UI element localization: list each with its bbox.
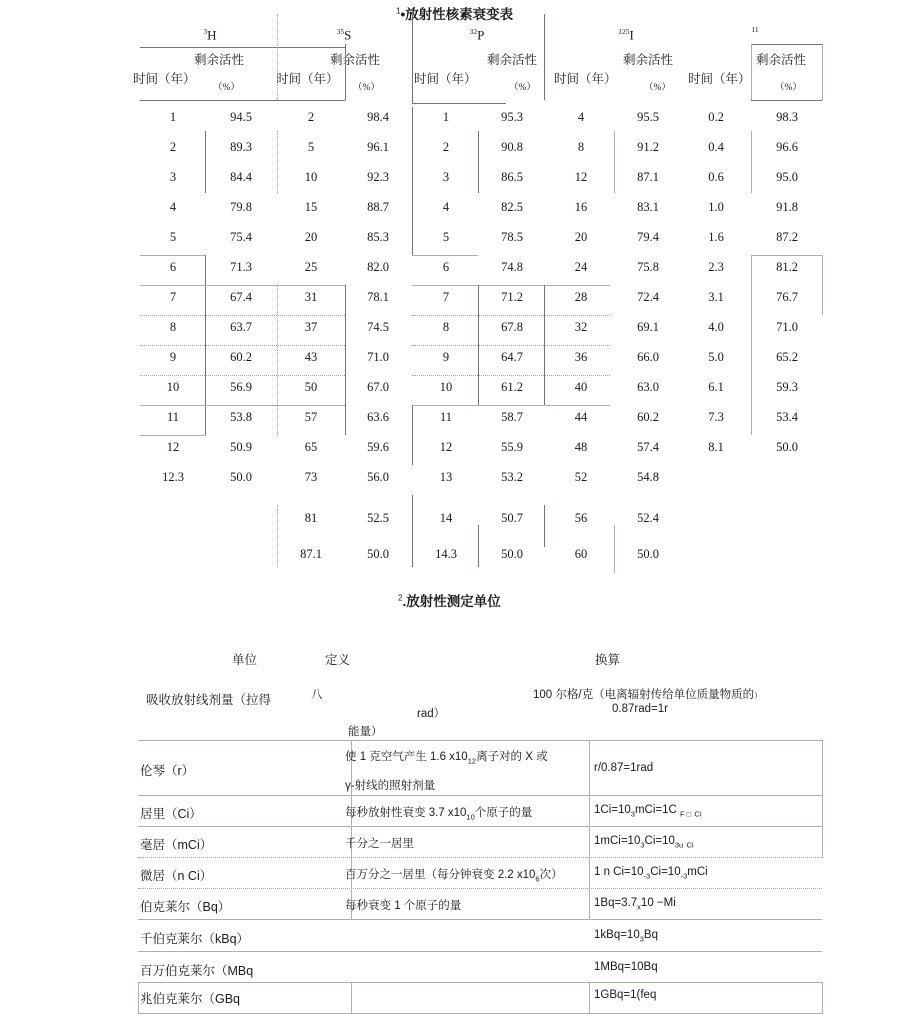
table-cell: 4 xyxy=(442,200,450,214)
table-cell: 64.7 xyxy=(501,350,523,364)
table-cell: 76.7 xyxy=(776,290,798,304)
header-time-3H: 时间（年） xyxy=(133,72,196,86)
table-cell: 53.8 xyxy=(230,410,252,424)
isotope-label-11: 11 xyxy=(751,25,759,34)
table-cell: 12 xyxy=(166,440,180,454)
table-cell: 71.3 xyxy=(230,260,252,274)
unit-name: 兆伯克莱尔（GBq xyxy=(140,992,241,1006)
rule xyxy=(345,44,346,100)
rule xyxy=(751,44,822,45)
section-1-title xyxy=(396,3,513,23)
table-cell: 7.3 xyxy=(708,410,724,424)
table-cell: 3 xyxy=(442,170,450,184)
table-cell: 56.0 xyxy=(367,470,389,484)
rule xyxy=(412,375,610,376)
table-cell: 84.4 xyxy=(230,170,252,184)
header-activity-3H: 剩余活性 xyxy=(194,53,245,67)
table-cell: 86.5 xyxy=(501,170,523,184)
table-cell: 67.4 xyxy=(230,290,252,304)
table-cell: 85.3 xyxy=(367,230,389,244)
table-cell: 25 xyxy=(304,260,318,274)
table-cell: 14.3 xyxy=(435,547,457,561)
table-cell: 78.5 xyxy=(501,230,523,244)
header-time-32P: 时间（年） xyxy=(414,72,477,86)
table-cell: 96.6 xyxy=(776,140,798,154)
unit-definition-part: 八 xyxy=(311,689,323,701)
header-time-35S: 时间（年） xyxy=(276,72,339,86)
header-activity-32P: 剩余活性 xyxy=(487,53,538,67)
unit-name: 伦琴（r） xyxy=(140,764,195,778)
unit-name: 千伯克莱尔（kBq） xyxy=(140,932,250,946)
header-time-11: 时间（年） xyxy=(688,72,751,86)
table-cell: 16 xyxy=(574,200,588,214)
table-cell: 50.0 xyxy=(367,547,389,561)
table-cell: 7 xyxy=(169,290,177,304)
table-cell: 50.0 xyxy=(230,470,252,484)
table-cell: 65.2 xyxy=(776,350,798,364)
table-cell: 3 xyxy=(169,170,177,184)
rule xyxy=(751,255,822,256)
table-cell: 52.5 xyxy=(367,511,389,525)
rule xyxy=(140,285,345,286)
table-cell: 52.4 xyxy=(637,511,659,525)
table-cell: 53.2 xyxy=(501,470,523,484)
table-cell: 81 xyxy=(304,511,318,525)
table-cell: 61.2 xyxy=(501,380,523,394)
unit-definition-part: 使 1 克空气产生 1.6 $x10_{12}$离子对的 X 或 xyxy=(345,751,548,766)
table-cell: 57.4 xyxy=(637,440,659,454)
table-cell: 56 xyxy=(574,511,588,525)
table-cell: 96.1 xyxy=(367,140,389,154)
table-cell: 79.4 xyxy=(637,230,659,244)
table-cell: 50.0 xyxy=(501,547,523,561)
rule xyxy=(412,405,610,406)
isotope-label-32P: $^{32}$P xyxy=(469,27,485,43)
rule xyxy=(138,888,822,889)
table-cell: 59.6 xyxy=(367,440,389,454)
rule xyxy=(138,982,139,1014)
table-cell: 10 xyxy=(439,380,453,394)
rule xyxy=(822,255,823,315)
rule xyxy=(140,345,345,346)
table-cell: 63.0 xyxy=(637,380,659,394)
table-cell: 24 xyxy=(574,260,588,274)
rule xyxy=(413,103,506,104)
table-cell: 2 xyxy=(169,140,177,154)
table-cell: 15 xyxy=(304,200,318,214)
table-cell: 31 xyxy=(304,290,318,304)
table-cell: 20 xyxy=(304,230,318,244)
rule xyxy=(138,1013,822,1014)
header-activity-pct-32P: （%） xyxy=(509,83,536,93)
table-cell: 95.0 xyxy=(776,170,798,184)
table-cell: 72.4 xyxy=(637,290,659,304)
table-cell: 82.0 xyxy=(367,260,389,274)
unit-definition-part: γ-射线的照射剂量 xyxy=(345,780,436,792)
header-activity-pct-11: （%） xyxy=(775,83,802,93)
table-cell: 98.3 xyxy=(776,110,798,124)
table-cell: 44 xyxy=(574,410,588,424)
table-cell: 11 xyxy=(439,410,453,424)
rule xyxy=(138,857,822,858)
unit-conversion: $1kBq=10_3Bq$ xyxy=(594,929,658,944)
section-2-title xyxy=(398,590,501,610)
rule xyxy=(351,982,352,1014)
table-cell: 95.5 xyxy=(637,110,659,124)
rule xyxy=(822,982,823,1014)
table-cell: 83.1 xyxy=(637,200,659,214)
rule xyxy=(544,14,545,100)
rule xyxy=(138,826,822,827)
table-cell: 5 xyxy=(442,230,450,244)
table-cell: 94.5 xyxy=(230,110,252,124)
header-activity-pct-3H: （%） xyxy=(213,83,240,93)
isotope-label-35S: $^{35}$S xyxy=(336,27,352,43)
header-activity-pct-35S: （%） xyxy=(353,83,380,93)
table-cell: 71.2 xyxy=(501,290,523,304)
table-cell: 60 xyxy=(574,547,588,561)
rule xyxy=(138,740,822,741)
table-cell: 6.1 xyxy=(708,380,724,394)
table-cell: 74.5 xyxy=(367,320,389,334)
rule xyxy=(412,255,478,256)
unit-conversion: 1 n $Ci=10_{-3}Ci=10_{-3}mCi$ xyxy=(594,866,708,881)
table-cell: 10 xyxy=(166,380,180,394)
table-cell: 60.2 xyxy=(230,350,252,364)
units-header-unit: 单位 xyxy=(232,653,258,667)
table-cell: 57 xyxy=(304,410,318,424)
table-cell: 71.0 xyxy=(776,320,798,334)
table-cell: 8 xyxy=(442,320,450,334)
section-2-title-text: 放射性测定单位 xyxy=(406,594,501,609)
header-activity-11: 剩余活性 xyxy=(756,53,807,67)
units-header-conversion: 换算 xyxy=(595,653,621,667)
table-cell: 9 xyxy=(169,350,177,364)
table-cell: 88.7 xyxy=(367,200,389,214)
table-cell: 67.8 xyxy=(501,320,523,334)
table-cell: 90.8 xyxy=(501,140,523,154)
table-cell: 58.7 xyxy=(501,410,523,424)
table-cell: 66.0 xyxy=(637,350,659,364)
unit-conversion: $1Ci=10_3mCi=1C$ $_{F □}$ $_{Ci}$ xyxy=(594,804,702,819)
table-cell: 87.1 xyxy=(637,170,659,184)
rule xyxy=(589,982,590,1014)
section-2-bullet: . xyxy=(402,594,407,609)
rule xyxy=(140,315,345,316)
rule xyxy=(412,345,610,346)
unit-conversion: $1mCi=10_3Ci=10_{3u}$ $_{Ci}$ xyxy=(594,835,694,850)
table-cell: 4.0 xyxy=(708,320,724,334)
table-cell: 13 xyxy=(439,470,453,484)
rule xyxy=(351,740,352,920)
table-cell: 9 xyxy=(442,350,450,364)
rule xyxy=(140,405,345,406)
table-cell: 67.0 xyxy=(367,380,389,394)
table-cell: 1.0 xyxy=(708,200,724,214)
rule xyxy=(412,315,610,316)
header-activity-125I: 剩余活性 xyxy=(623,53,674,67)
table-cell: 32 xyxy=(574,320,588,334)
unit-definition-part: 能量） xyxy=(348,726,383,738)
section-1-bullet: • xyxy=(400,7,406,22)
unit-conversion: $1Bq=3.7_x10 -Mi$ xyxy=(594,897,676,912)
header-activity-pct-125I: （%） xyxy=(644,83,671,93)
unit-name: 毫居（mCi） xyxy=(140,838,213,852)
table-cell: 12 xyxy=(439,440,453,454)
table-cell: 63.7 xyxy=(230,320,252,334)
table-cell: 56.9 xyxy=(230,380,252,394)
table-cell: 37 xyxy=(304,320,318,334)
table-cell: 2 xyxy=(307,110,315,124)
table-cell: 73 xyxy=(304,470,318,484)
table-cell: 78.1 xyxy=(367,290,389,304)
section-1-title-text: 放射性核素衰变表 xyxy=(405,7,514,22)
unit-name: 百万伯克莱尔（MBq xyxy=(140,964,254,978)
rule xyxy=(138,982,822,983)
rule xyxy=(140,255,206,256)
table-cell: 5 xyxy=(169,230,177,244)
table-cell: 95.3 xyxy=(501,110,523,124)
unit-name: 微居（n Ci） xyxy=(140,869,213,883)
unit-conversion: r/0.87=1rad xyxy=(594,762,654,774)
table-cell: 50.7 xyxy=(501,511,523,525)
unit-conversion: 1GBq=1(feq xyxy=(594,989,657,1001)
section-2-number: 2 xyxy=(398,593,403,603)
table-cell: 12 xyxy=(574,170,588,184)
table-cell: 55.9 xyxy=(501,440,523,454)
table-cell: 14 xyxy=(439,511,453,525)
table-cell: 6 xyxy=(169,260,177,274)
table-cell: 0.6 xyxy=(708,170,724,184)
table-cell: 2 xyxy=(442,140,450,154)
unit-definition: 每秒衰变 1 个原子的量 xyxy=(345,900,462,912)
table-cell: 63.6 xyxy=(367,410,389,424)
table-cell: 0.2 xyxy=(708,110,724,124)
table-cell: 3.1 xyxy=(708,290,724,304)
rule xyxy=(751,255,752,435)
unit-conversion: 1MBq=10Bq xyxy=(594,961,658,973)
table-cell: 6 xyxy=(442,260,450,274)
table-cell: 91.8 xyxy=(776,200,798,214)
table-cell: 28 xyxy=(574,290,588,304)
table-cell: 36 xyxy=(574,350,588,364)
table-cell: 8.1 xyxy=(708,440,724,454)
unit-definition: 百万分之一居里（每分钟衰变 2.2 $x10_6$次） xyxy=(345,869,563,884)
table-cell: 81.2 xyxy=(776,260,798,274)
table-cell: 48 xyxy=(574,440,588,454)
rule xyxy=(140,375,345,376)
rule xyxy=(140,435,206,436)
table-cell: 11 xyxy=(166,410,180,424)
table-cell: 75.8 xyxy=(637,260,659,274)
unit-definition: 千分之一居里 xyxy=(345,838,414,850)
table-cell: 91.2 xyxy=(637,140,659,154)
isotope-label-125I: $^{125}$I xyxy=(618,27,634,43)
unit-definition: 每秒放射性衰变 3.7 $x10_{10}$个原子的量 xyxy=(345,807,533,822)
table-cell: 2.3 xyxy=(708,260,724,274)
rule xyxy=(140,100,345,101)
rule xyxy=(140,47,345,48)
rule xyxy=(822,740,823,858)
rule xyxy=(751,100,822,101)
table-cell: 7 xyxy=(442,290,450,304)
table-cell: 1.6 xyxy=(708,230,724,244)
section-1-number: 1 xyxy=(396,6,401,16)
table-cell: 69.1 xyxy=(637,320,659,334)
table-cell: 40 xyxy=(574,380,588,394)
unit-definition-part: rad） xyxy=(417,708,446,720)
table-cell: 10 xyxy=(304,170,318,184)
header-time-125I: 时间（年） xyxy=(554,72,617,86)
table-cell: 4 xyxy=(169,200,177,214)
unit-name: 居里（Ci） xyxy=(140,807,202,821)
table-cell: 1 xyxy=(169,110,177,124)
unit-conversion-part: 100 尔格/克（电离辐射传给单位质量物质的） xyxy=(533,689,763,701)
rule xyxy=(277,14,278,100)
rule xyxy=(412,285,610,286)
rule xyxy=(412,8,413,104)
table-cell: 43 xyxy=(304,350,318,364)
table-cell: 54.8 xyxy=(637,470,659,484)
table-cell: 89.3 xyxy=(230,140,252,154)
table-cell: 59.3 xyxy=(776,380,798,394)
table-cell: 5 xyxy=(307,140,315,154)
table-cell: 92.3 xyxy=(367,170,389,184)
rule xyxy=(822,44,823,100)
table-cell: 53.4 xyxy=(776,410,798,424)
table-cell: 5.0 xyxy=(708,350,724,364)
isotope-label-3H: $^3$H xyxy=(203,27,217,43)
table-cell: 87.1 xyxy=(300,547,322,561)
header-activity-35S: 剩余活性 xyxy=(330,53,381,67)
table-cell: 75.4 xyxy=(230,230,252,244)
table-cell: 0.4 xyxy=(708,140,724,154)
table-cell: 60.2 xyxy=(637,410,659,424)
table-cell: 71.0 xyxy=(367,350,389,364)
table-cell: 79.8 xyxy=(230,200,252,214)
table-cell: 50 xyxy=(304,380,318,394)
table-cell: 52 xyxy=(574,470,588,484)
unit-conversion-part: 0.87rad=1r xyxy=(612,703,668,715)
rule xyxy=(138,951,822,952)
table-cell: 50.0 xyxy=(637,547,659,561)
rule xyxy=(751,44,752,100)
table-cell: 12.3 xyxy=(162,470,184,484)
units-header-definition: 定义 xyxy=(325,653,351,667)
table-cell: 98.4 xyxy=(367,110,389,124)
rule xyxy=(589,740,590,920)
table-cell: 8 xyxy=(169,320,177,334)
table-cell: 1 xyxy=(442,110,450,124)
table-cell: 65 xyxy=(304,440,318,454)
table-cell: 50.0 xyxy=(776,440,798,454)
table-cell: 4 xyxy=(577,110,585,124)
table-cell: 20 xyxy=(574,230,588,244)
table-cell: 82.5 xyxy=(501,200,523,214)
table-cell: 50.9 xyxy=(230,440,252,454)
table-cell: 8 xyxy=(577,140,585,154)
unit-name: 伯克莱尔（Bq） xyxy=(140,900,231,914)
rule xyxy=(138,795,822,796)
unit-name: 吸收放射线剂量（拉得 xyxy=(146,693,272,707)
table-cell: 87.2 xyxy=(776,230,798,244)
table-cell: 74.8 xyxy=(501,260,523,274)
rule xyxy=(138,919,822,920)
